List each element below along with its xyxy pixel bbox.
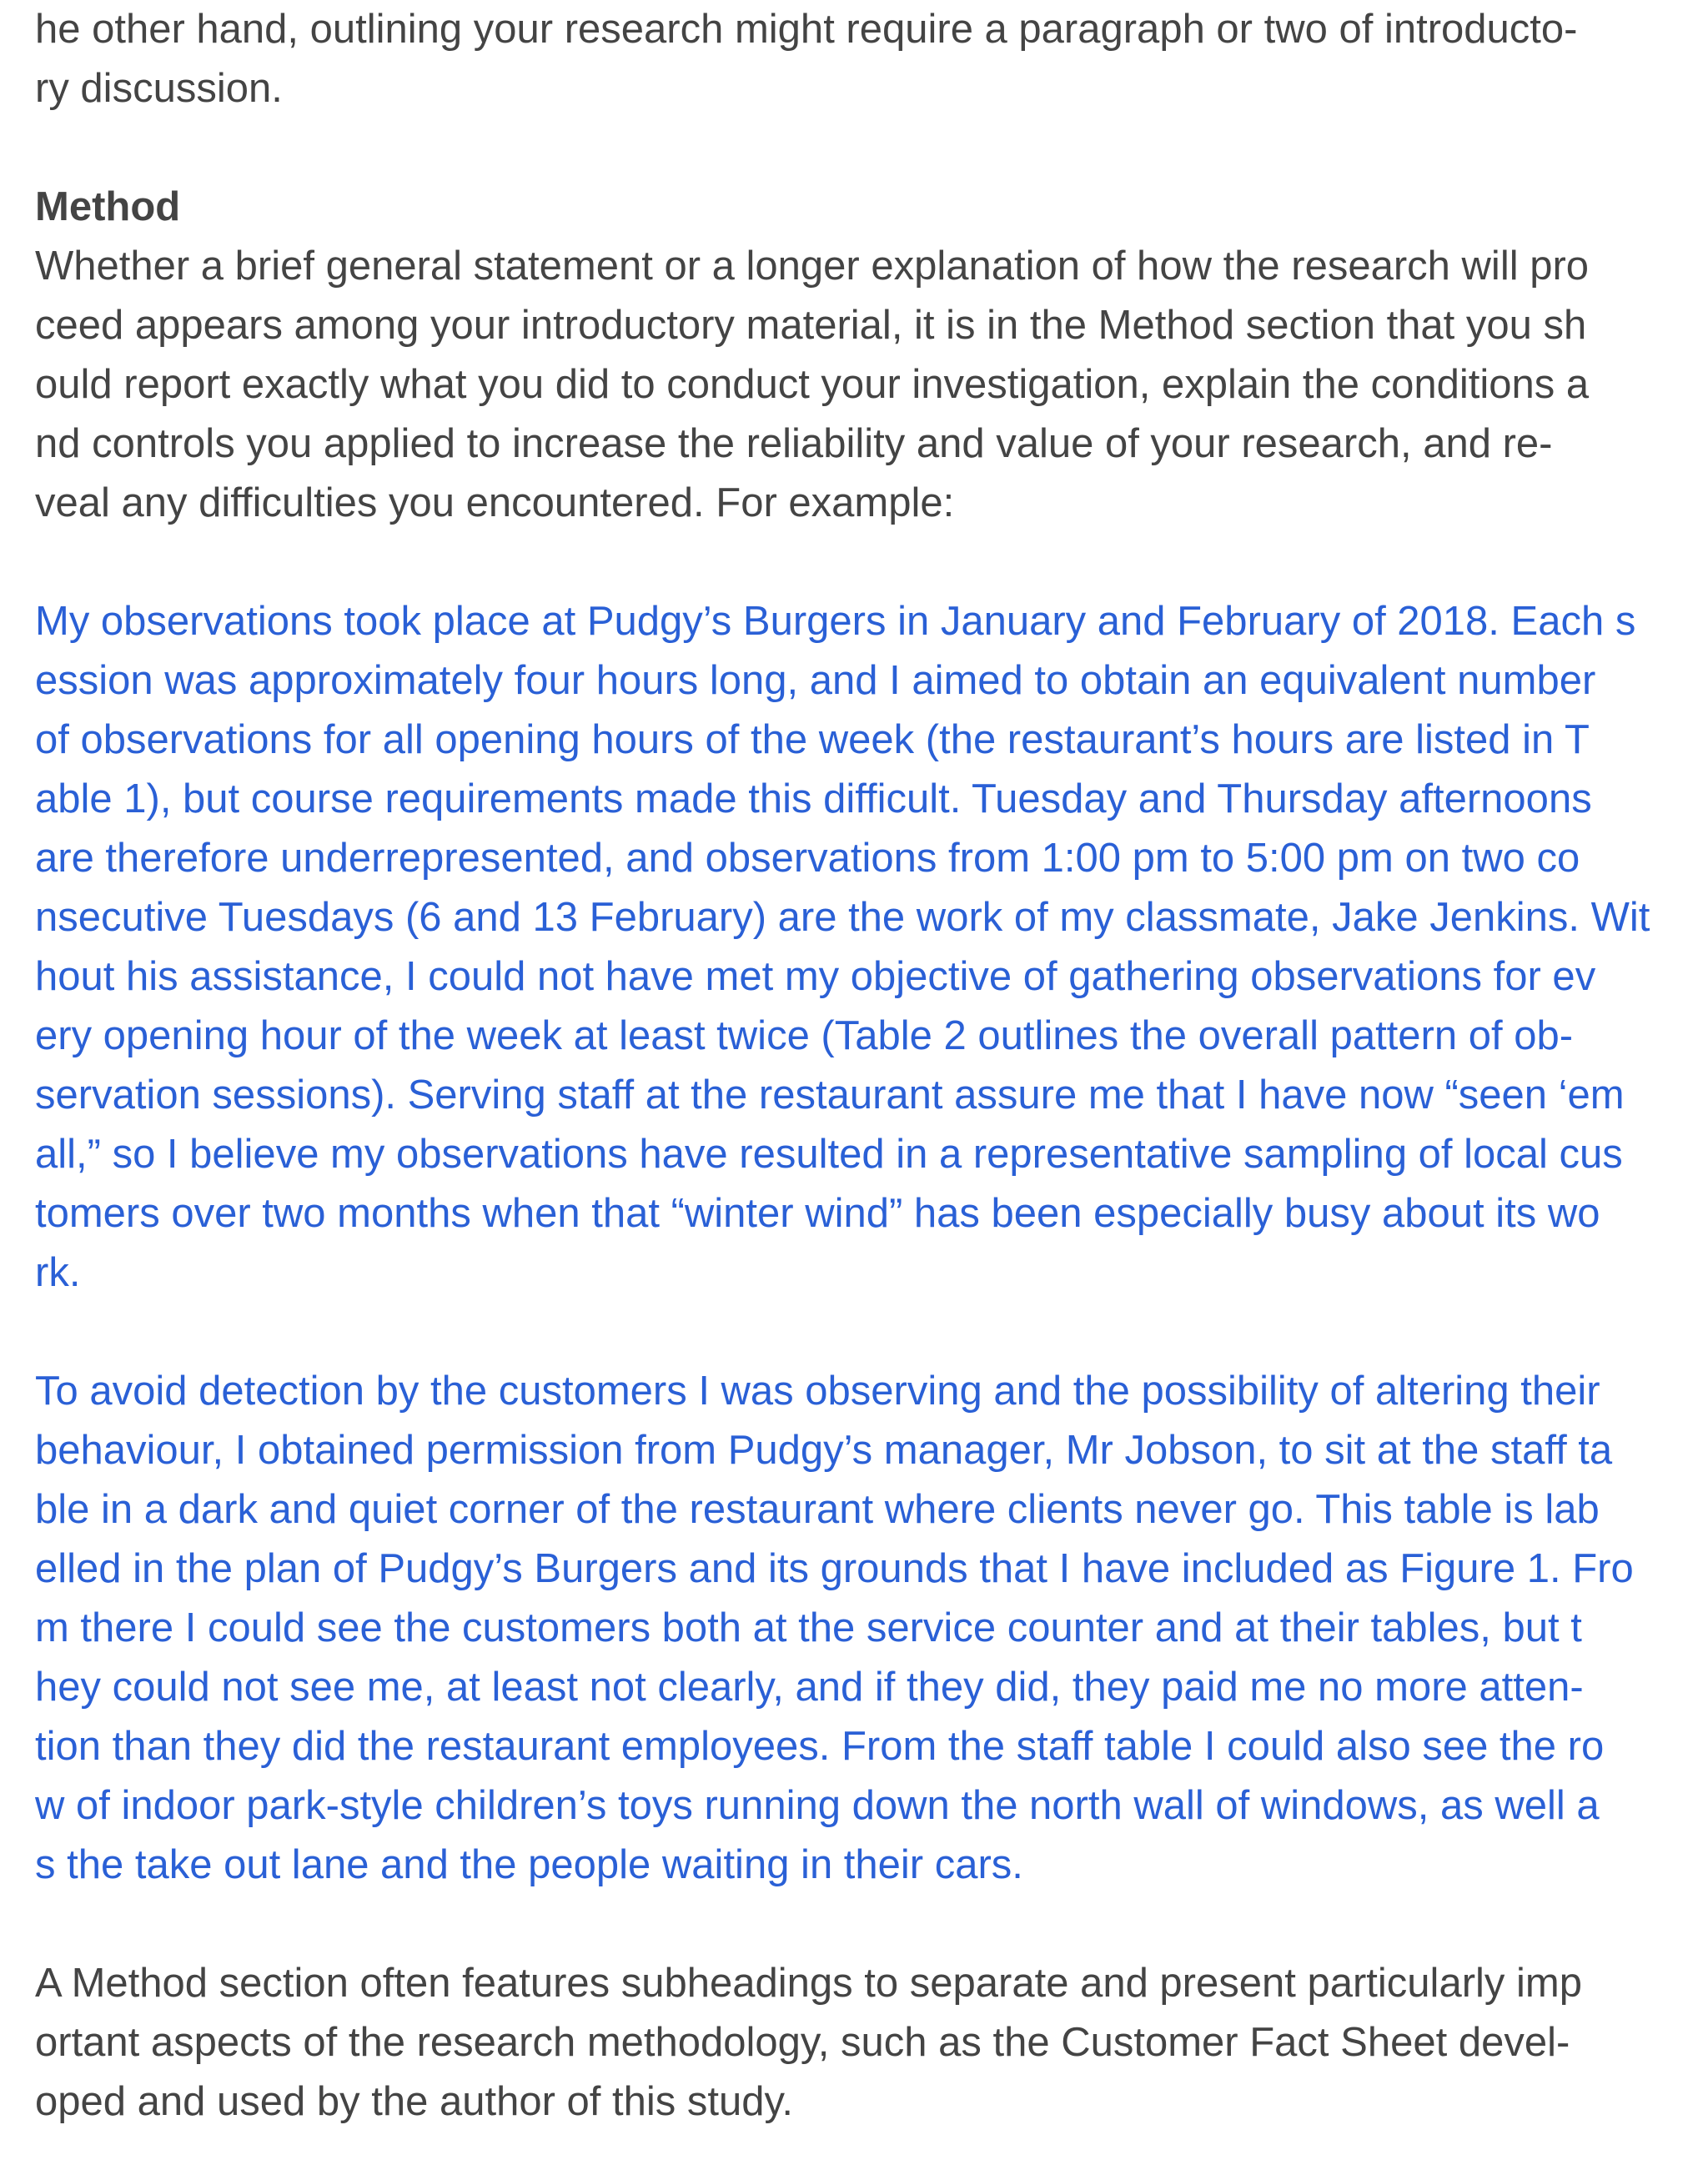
method-intro-paragraph bbox=[35, 237, 1678, 533]
text-line: he other hand, outlining your research might require a paragraph or two of introducto- bbox=[35, 7, 1578, 52]
example-text-line: m there I could see the customers both at the service counter and at their tables, but t bbox=[35, 1605, 1582, 1650]
text-line: Whether a brief general statement or a longer explanation of how the research will pro bbox=[35, 244, 1590, 289]
example-text-line: My observations took place at Pudgy’s Burgers in January and February of 2018. Each s bbox=[35, 599, 1636, 644]
closing-paragraph bbox=[35, 1954, 1678, 2132]
text-line: oped and used by the author of this study. bbox=[35, 2079, 793, 2124]
paragraph-spacer bbox=[35, 118, 1678, 178]
text-line: ceed appears among your introductory material, it is in the Method section that you sh bbox=[35, 303, 1587, 348]
example-text-line: To avoid detection by the customers I was observing and the possibility of altering their bbox=[35, 1369, 1600, 1414]
text-line: veal any difficulties you encountered. For example: bbox=[35, 480, 955, 525]
text-line: A Method section often features subheadings to separate and present particularly imp bbox=[35, 1961, 1582, 2006]
example-paragraph-2 bbox=[35, 1362, 1678, 1895]
example-text-line: tomers over two months when that “winter wind” has been especially busy about its wo bbox=[35, 1191, 1600, 1236]
example-text-line: hout his assistance, I could not have met my objective of gathering observations for ev bbox=[35, 954, 1596, 999]
method-heading: Method bbox=[35, 184, 181, 229]
example-text-line: are therefore underrepresented, and observations from 1:00 pm to 5:00 pm on two co bbox=[35, 836, 1580, 881]
document-page bbox=[35, 0, 1678, 2132]
example-text-line: able 1), but course requirements made this difficult. Tuesday and Thursday afternoons bbox=[35, 776, 1592, 821]
example-text-line: w of indoor park-style children’s toys running down the north wall of windows, as well a bbox=[35, 1783, 1600, 1828]
example-text-line: tion than they did the restaurant employees. From the staff table I could also see the ro bbox=[35, 1724, 1605, 1769]
example-text-line: nsecutive Tuesdays (6 and 13 February) are the work of my classmate, Jake Jenkins. Wit bbox=[35, 895, 1650, 940]
text-line: nd controls you applied to increase the reliability and value of your research, and re- bbox=[35, 421, 1553, 466]
example-text-line: hey could not see me, at least not clearly, and if they did, they paid me no more atten- bbox=[35, 1665, 1584, 1710]
example-text-line: ession was approximately four hours long, and I aimed to obtain an equivalent number bbox=[35, 658, 1596, 703]
example-text-line: s the take out lane and the people waiting in their cars. bbox=[35, 1842, 1023, 1887]
example-paragraph-1 bbox=[35, 592, 1678, 1303]
example-text-line: ery opening hour of the week at least twice (Table 2 outlines the overall pattern of ob- bbox=[35, 1013, 1574, 1058]
example-text-line: elled in the plan of Pudgy’s Burgers and its grounds that I have included as Figure 1. Fro bbox=[35, 1546, 1634, 1591]
text-line: ould report exactly what you did to conduct your investigation, explain the conditions a bbox=[35, 362, 1590, 407]
example-text-line: of observations for all opening hours of the week (the restaurant’s hours are listed in T bbox=[35, 717, 1590, 762]
text-line: ortant aspects of the research methodology, such as the Customer Fact Sheet devel- bbox=[35, 2020, 1570, 2065]
example-text-line: behaviour, I obtained permission from Pudgy’s manager, Mr Jobson, to sit at the staff ta bbox=[35, 1428, 1613, 1473]
example-text-line: rk. bbox=[35, 1250, 81, 1295]
example-text-line: ble in a dark and quiet corner of the restaurant where clients never go. This table is lab bbox=[35, 1487, 1600, 1532]
paragraph-spacer bbox=[35, 1895, 1678, 1954]
text-line: ry discussion. bbox=[35, 66, 283, 111]
paragraph-spacer bbox=[35, 533, 1678, 592]
example-text-line: all,” so I believe my observations have resulted in a representative sampling of local cus bbox=[35, 1132, 1623, 1177]
intro-tail-paragraph bbox=[35, 0, 1678, 118]
example-text-line: servation sessions). Serving staff at the restaurant assure me that I have now “seen ‘em bbox=[35, 1072, 1625, 1118]
paragraph-spacer bbox=[35, 1303, 1678, 1362]
